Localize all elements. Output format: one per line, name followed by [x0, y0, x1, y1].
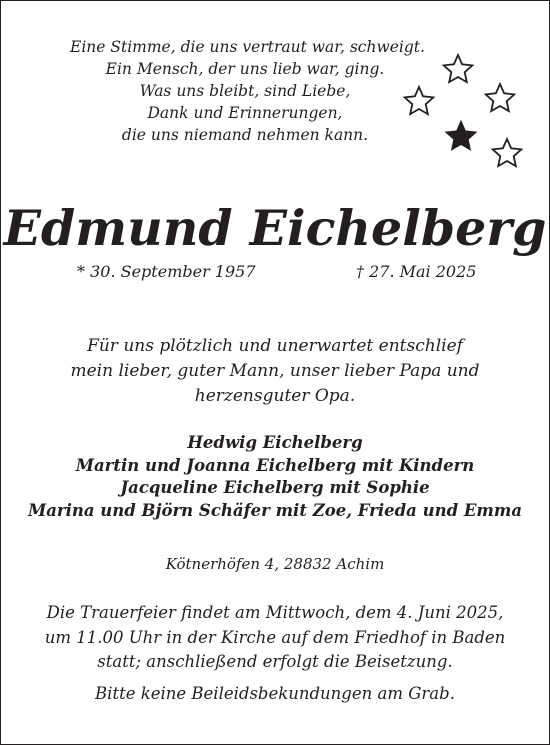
star-filled-icon — [447, 122, 476, 149]
poem-line: Was uns bleibt, sind Liebe, — [139, 82, 351, 100]
deceased-name: Edmund Eichelberg — [3, 199, 547, 257]
star-outline-icon — [493, 139, 522, 166]
condolence-note: Bitte keine Beileidsbekundungen am Grab. — [95, 683, 455, 703]
intro-line: Für uns plötzlich und unerwartet entschlief — [87, 336, 463, 356]
birth-date: * 30. September 1957 — [77, 262, 256, 281]
intro-line: herzensguter Opa. — [194, 386, 356, 406]
mourner-line: Martin und Joanna Eichelberg mit Kindern — [75, 455, 475, 475]
poem-line: Eine Stimme, die uns vertraut war, schweigt. — [70, 38, 425, 56]
stars-decoration — [390, 46, 530, 181]
funeral-info-line: statt; anschließend erfolgt die Beisetzung. — [97, 652, 453, 671]
mourner-line: Hedwig Eichelberg — [187, 433, 363, 452]
star-outline-icon — [486, 84, 515, 111]
mourners-list — [0, 432, 550, 522]
star-outline-icon — [405, 87, 434, 114]
funeral-info-line: Die Trauerfeier findet am Mittwoch, dem 4. Juni 2025, — [46, 603, 504, 622]
star-outline-icon — [444, 55, 473, 82]
death-date: † 27. Mai 2025 — [356, 262, 477, 281]
funeral-info-line: um 11.00 Uhr in der Kirche auf dem Friedhof in Baden — [44, 627, 506, 647]
funeral-info — [0, 601, 550, 706]
mourner-line: Marina und Björn Schäfer mit Zoe, Frieda und Emma — [27, 500, 523, 520]
poem-line: die uns niemand nehmen kann. — [121, 126, 369, 144]
intro-line: mein lieber, guter Mann, unser lieber Papa und — [70, 361, 480, 381]
poem-line: Dank und Erinnerungen, — [147, 104, 343, 122]
poem-line: Ein Mensch, der uns lieb war, ging. — [105, 60, 385, 78]
address: Kötnerhöfen 4, 28832 Achim — [165, 555, 385, 573]
poem — [70, 36, 425, 146]
intro-text — [0, 334, 550, 409]
mourner-line: Jacqueline Eichelberg mit Sophie — [120, 478, 430, 497]
